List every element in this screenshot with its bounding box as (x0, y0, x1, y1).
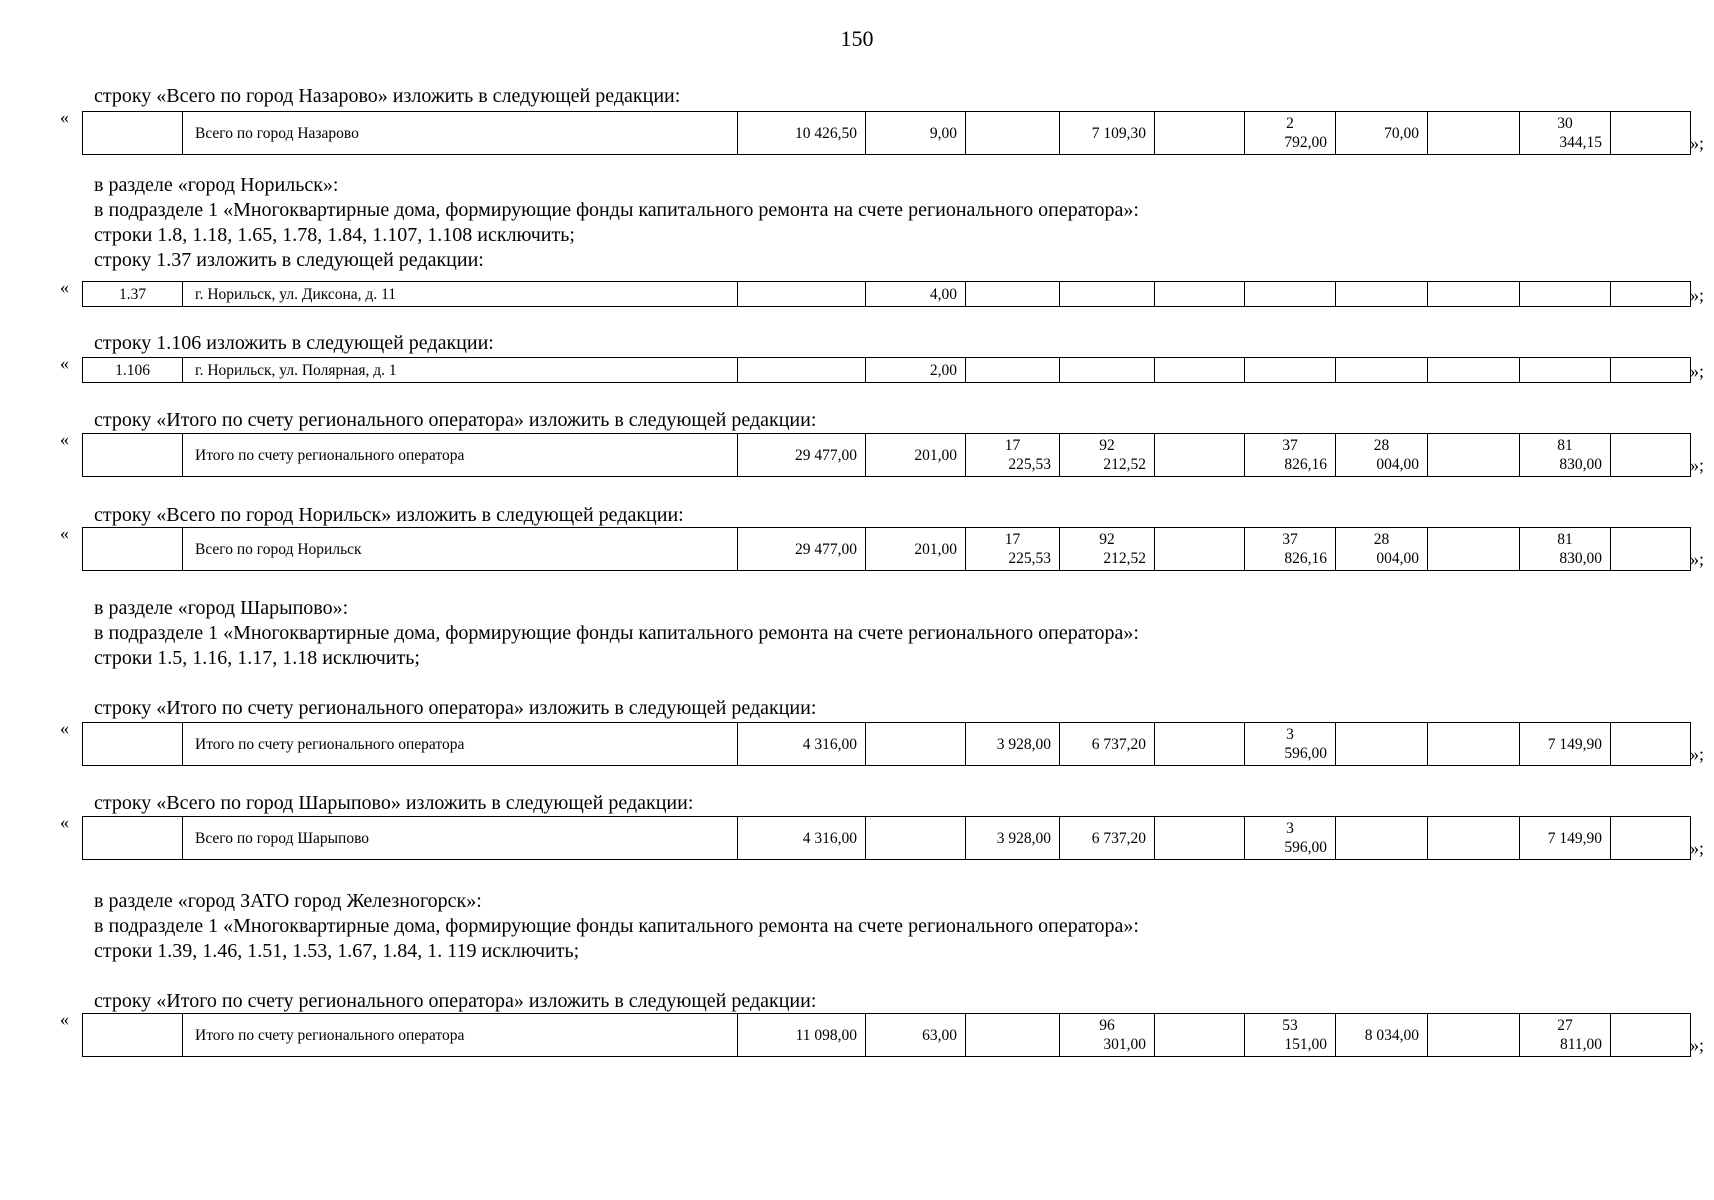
value-cell: 7 109,30 (1060, 112, 1155, 155)
close-quote: »; (1690, 744, 1705, 764)
close-quote: »; (1690, 455, 1705, 475)
table-row (83, 1014, 1691, 1057)
amendment-table (82, 357, 1691, 383)
instruction-line: в подразделе 1 «Многоквартирные дома, формирующие фонды капитального ремонта на счете регионального оператора»: (94, 199, 1139, 221)
table-row (83, 434, 1691, 477)
value-part: 37 (1282, 437, 1298, 454)
value-part: 30 (1557, 115, 1573, 132)
value-part: 92 (1099, 437, 1115, 454)
amendment-table (82, 433, 1691, 477)
value-cell (1611, 112, 1691, 155)
instruction-line: строки 1.5, 1.16, 1.17, 1.18 исключить; (94, 647, 420, 669)
blank-line (94, 671, 1139, 696)
value-cell: 6 737,20 (1060, 723, 1155, 766)
value-cell (1520, 1014, 1611, 1057)
open-quote: « (60, 718, 69, 738)
close-quote: »; (1690, 549, 1705, 569)
value-cell: 201,00 (866, 434, 966, 477)
open-quote: « (60, 523, 69, 543)
instruction-line: строку «Итого по счету регионального оператора» изложить в следующей редакции: (94, 409, 817, 431)
value-part: 811,00 (1559, 1036, 1602, 1053)
value-cell (1155, 723, 1245, 766)
value-cell: 7 149,90 (1520, 723, 1611, 766)
instruction-line: строки 1.8, 1.18, 1.65, 1.78, 1.84, 1.107, 1.108 исключить; (94, 224, 575, 246)
instruction-line: строку «Итого по счету регионального оператора» изложить в следующей редакции: (94, 697, 817, 719)
open-quote: « (60, 277, 69, 297)
value-cell (1611, 434, 1691, 477)
instruction-line: строку «Итого по счету регионального оператора» изложить в следующей редакции: (94, 990, 817, 1012)
value-part: 004,00 (1376, 456, 1419, 473)
value-cell (1245, 112, 1336, 155)
value-part: 212,52 (1103, 550, 1146, 567)
value-cell (1245, 817, 1336, 860)
amendment-table (82, 527, 1691, 571)
value-cell (1155, 112, 1245, 155)
value-cell (1428, 434, 1520, 477)
table-row (83, 528, 1691, 571)
amendment-table (82, 816, 1691, 860)
value-part: 28 (1373, 531, 1390, 548)
amendment-table (82, 1013, 1691, 1057)
value-cell (966, 1014, 1060, 1057)
value-cell: 11 098,00 (738, 1014, 866, 1057)
value-cell (966, 358, 1060, 383)
instruction-line: строку «Всего по город Шарыпово» изложить в следующей редакции: (94, 792, 694, 814)
value-part: 92 (1099, 531, 1115, 548)
value-part: 151,00 (1284, 1036, 1327, 1053)
row-name-cell: Итого по счету регионального оператора (183, 434, 738, 477)
table-row (83, 358, 1691, 383)
value-cell (1336, 434, 1428, 477)
value-cell (1520, 528, 1611, 571)
table-row (83, 282, 1691, 307)
open-quote: « (60, 1009, 69, 1029)
value-cell (1611, 817, 1691, 860)
value-cell (1336, 282, 1428, 307)
value-part: 826,16 (1284, 550, 1327, 567)
value-cell (1060, 1014, 1155, 1057)
value-cell (1155, 528, 1245, 571)
page-number: 150 (840, 26, 874, 51)
row-index-cell (83, 112, 183, 155)
value-cell (1336, 817, 1428, 860)
row-index-cell (83, 434, 183, 477)
value-part: 212,52 (1103, 456, 1146, 473)
value-cell (866, 723, 966, 766)
value-cell (1611, 528, 1691, 571)
value-cell (1611, 723, 1691, 766)
value-part: 301,00 (1103, 1036, 1146, 1053)
value-cell (1245, 434, 1336, 477)
value-part: 3 (1286, 726, 1294, 743)
close-quote: »; (1690, 285, 1705, 305)
value-cell (1245, 282, 1336, 307)
value-cell: 29 477,00 (738, 434, 866, 477)
value-part: 826,16 (1284, 456, 1327, 473)
close-quote: »; (1690, 1035, 1705, 1055)
value-cell (1245, 723, 1336, 766)
value-cell (1520, 112, 1611, 155)
instruction-line: строку 1.106 изложить в следующей редакции: (94, 332, 494, 354)
value-part: 81 (1557, 531, 1573, 548)
instruction-paragraph (94, 84, 680, 109)
amendment-table (82, 722, 1691, 766)
value-cell: 4 316,00 (738, 723, 866, 766)
open-quote: « (60, 429, 69, 449)
value-cell (966, 528, 1060, 571)
instruction-paragraph (94, 408, 816, 433)
value-cell (1428, 282, 1520, 307)
value-cell: 3 928,00 (966, 817, 1060, 860)
value-cell (1611, 282, 1691, 307)
value-cell: 4,00 (866, 282, 966, 307)
row-index-cell (83, 723, 183, 766)
value-cell (1520, 282, 1611, 307)
value-cell (1428, 817, 1520, 860)
value-part: 17 (1004, 531, 1021, 548)
value-cell: 63,00 (866, 1014, 966, 1057)
open-quote: « (60, 353, 69, 373)
value-cell: 8 034,00 (1336, 1014, 1428, 1057)
amendment-table (82, 281, 1691, 307)
value-cell: 10 426,50 (738, 112, 866, 155)
value-part: 28 (1373, 437, 1390, 454)
value-cell: 7 149,90 (1520, 817, 1611, 860)
value-cell (966, 112, 1060, 155)
value-cell: 9,00 (866, 112, 966, 155)
value-cell (966, 282, 1060, 307)
value-part: 830,00 (1559, 550, 1602, 567)
value-cell (966, 434, 1060, 477)
value-cell (1155, 817, 1245, 860)
row-index-cell: 1.106 (83, 358, 183, 383)
value-cell (1336, 723, 1428, 766)
row-name-cell: Итого по счету регионального оператора (183, 723, 738, 766)
value-cell (1245, 358, 1336, 383)
instruction-paragraph (94, 503, 684, 528)
value-part: 225,53 (1008, 456, 1051, 473)
value-cell: 29 477,00 (738, 528, 866, 571)
value-part: 27 (1557, 1017, 1573, 1034)
value-cell (1060, 434, 1155, 477)
value-cell (1155, 282, 1245, 307)
value-cell (1245, 528, 1336, 571)
value-cell (1611, 1014, 1691, 1057)
instruction-line: в подразделе 1 «Многоквартирные дома, формирующие фонды капитального ремонта на счете регионального оператора»: (94, 915, 1139, 937)
instruction-line: в разделе «город Шарыпово»: (94, 597, 349, 619)
value-cell (1520, 434, 1611, 477)
value-cell (1520, 358, 1611, 383)
value-part: 37 (1282, 531, 1298, 548)
row-name-cell: г. Норильск, ул. Диксона, д. 11 (183, 282, 738, 307)
instruction-line: в разделе «город Норильск»: (94, 174, 339, 196)
value-part: 830,00 (1559, 456, 1602, 473)
value-cell: 4 316,00 (738, 817, 866, 860)
value-cell: 70,00 (1336, 112, 1428, 155)
open-quote: « (60, 107, 69, 127)
instruction-line: в разделе «город ЗАТО город Железногорск»: (94, 890, 482, 912)
amendment-table (82, 111, 1691, 155)
close-quote: »; (1690, 838, 1705, 858)
row-index-cell: 1.37 (83, 282, 183, 307)
close-quote: »; (1690, 133, 1705, 153)
value-part: 3 (1286, 820, 1294, 837)
value-cell (1060, 358, 1155, 383)
value-cell (1428, 358, 1520, 383)
value-cell (1155, 358, 1245, 383)
instruction-line: строки 1.39, 1.46, 1.51, 1.53, 1.67, 1.84, 1. 119 исключить; (94, 940, 580, 962)
row-name-cell: Всего по город Норильск (183, 528, 738, 571)
value-cell (1611, 358, 1691, 383)
value-cell (866, 817, 966, 860)
value-cell: 201,00 (866, 528, 966, 571)
value-cell: 3 928,00 (966, 723, 1060, 766)
value-part: 81 (1557, 437, 1573, 454)
value-cell (1428, 1014, 1520, 1057)
value-cell (1155, 1014, 1245, 1057)
instruction-line: строку «Всего по город Назарово» изложить в следующей редакции: (94, 85, 681, 107)
value-cell: 6 737,20 (1060, 817, 1155, 860)
value-cell (1336, 358, 1428, 383)
row-index-cell (83, 817, 183, 860)
value-part: 225,53 (1008, 550, 1051, 567)
blank-line (94, 964, 1139, 989)
instruction-paragraph (94, 889, 1139, 1014)
value-part: 96 (1099, 1017, 1115, 1034)
value-part: 344,15 (1559, 134, 1602, 151)
instruction-paragraph (94, 331, 494, 356)
value-cell (1060, 528, 1155, 571)
instruction-paragraph (94, 173, 1139, 273)
value-part: 17 (1004, 437, 1021, 454)
value-part: 004,00 (1376, 550, 1419, 567)
row-name-cell: Всего по город Назарово (183, 112, 738, 155)
instruction-paragraph (94, 596, 1139, 721)
instruction-line: строку «Всего по город Норильск» изложить в следующей редакции: (94, 504, 684, 526)
value-part: 792,00 (1284, 134, 1327, 151)
row-name-cell: г. Норильск, ул. Полярная, д. 1 (183, 358, 738, 383)
value-cell (1155, 434, 1245, 477)
value-cell (1336, 528, 1428, 571)
value-cell (738, 282, 866, 307)
instruction-line: строку 1.37 изложить в следующей редакции: (94, 249, 484, 271)
instruction-paragraph (94, 791, 693, 816)
row-name-cell: Итого по счету регионального оператора (183, 1014, 738, 1057)
value-part: 596,00 (1284, 745, 1327, 762)
instruction-line: в подразделе 1 «Многоквартирные дома, формирующие фонды капитального ремонта на счете регионального оператора»: (94, 622, 1139, 644)
row-index-cell (83, 528, 183, 571)
close-quote: »; (1690, 361, 1705, 381)
value-cell: 2,00 (866, 358, 966, 383)
value-cell (738, 358, 866, 383)
row-name-cell: Всего по город Шарыпово (183, 817, 738, 860)
value-cell (1428, 723, 1520, 766)
value-cell (1245, 1014, 1336, 1057)
table-row (83, 817, 1691, 860)
value-cell (1060, 282, 1155, 307)
value-part: 53 (1282, 1017, 1298, 1034)
value-part: 2 (1286, 115, 1294, 132)
table-row (83, 112, 1691, 155)
value-cell (1428, 528, 1520, 571)
row-index-cell (83, 1014, 183, 1057)
table-row (83, 723, 1691, 766)
open-quote: « (60, 812, 69, 832)
value-cell (1428, 112, 1520, 155)
value-part: 596,00 (1284, 839, 1327, 856)
